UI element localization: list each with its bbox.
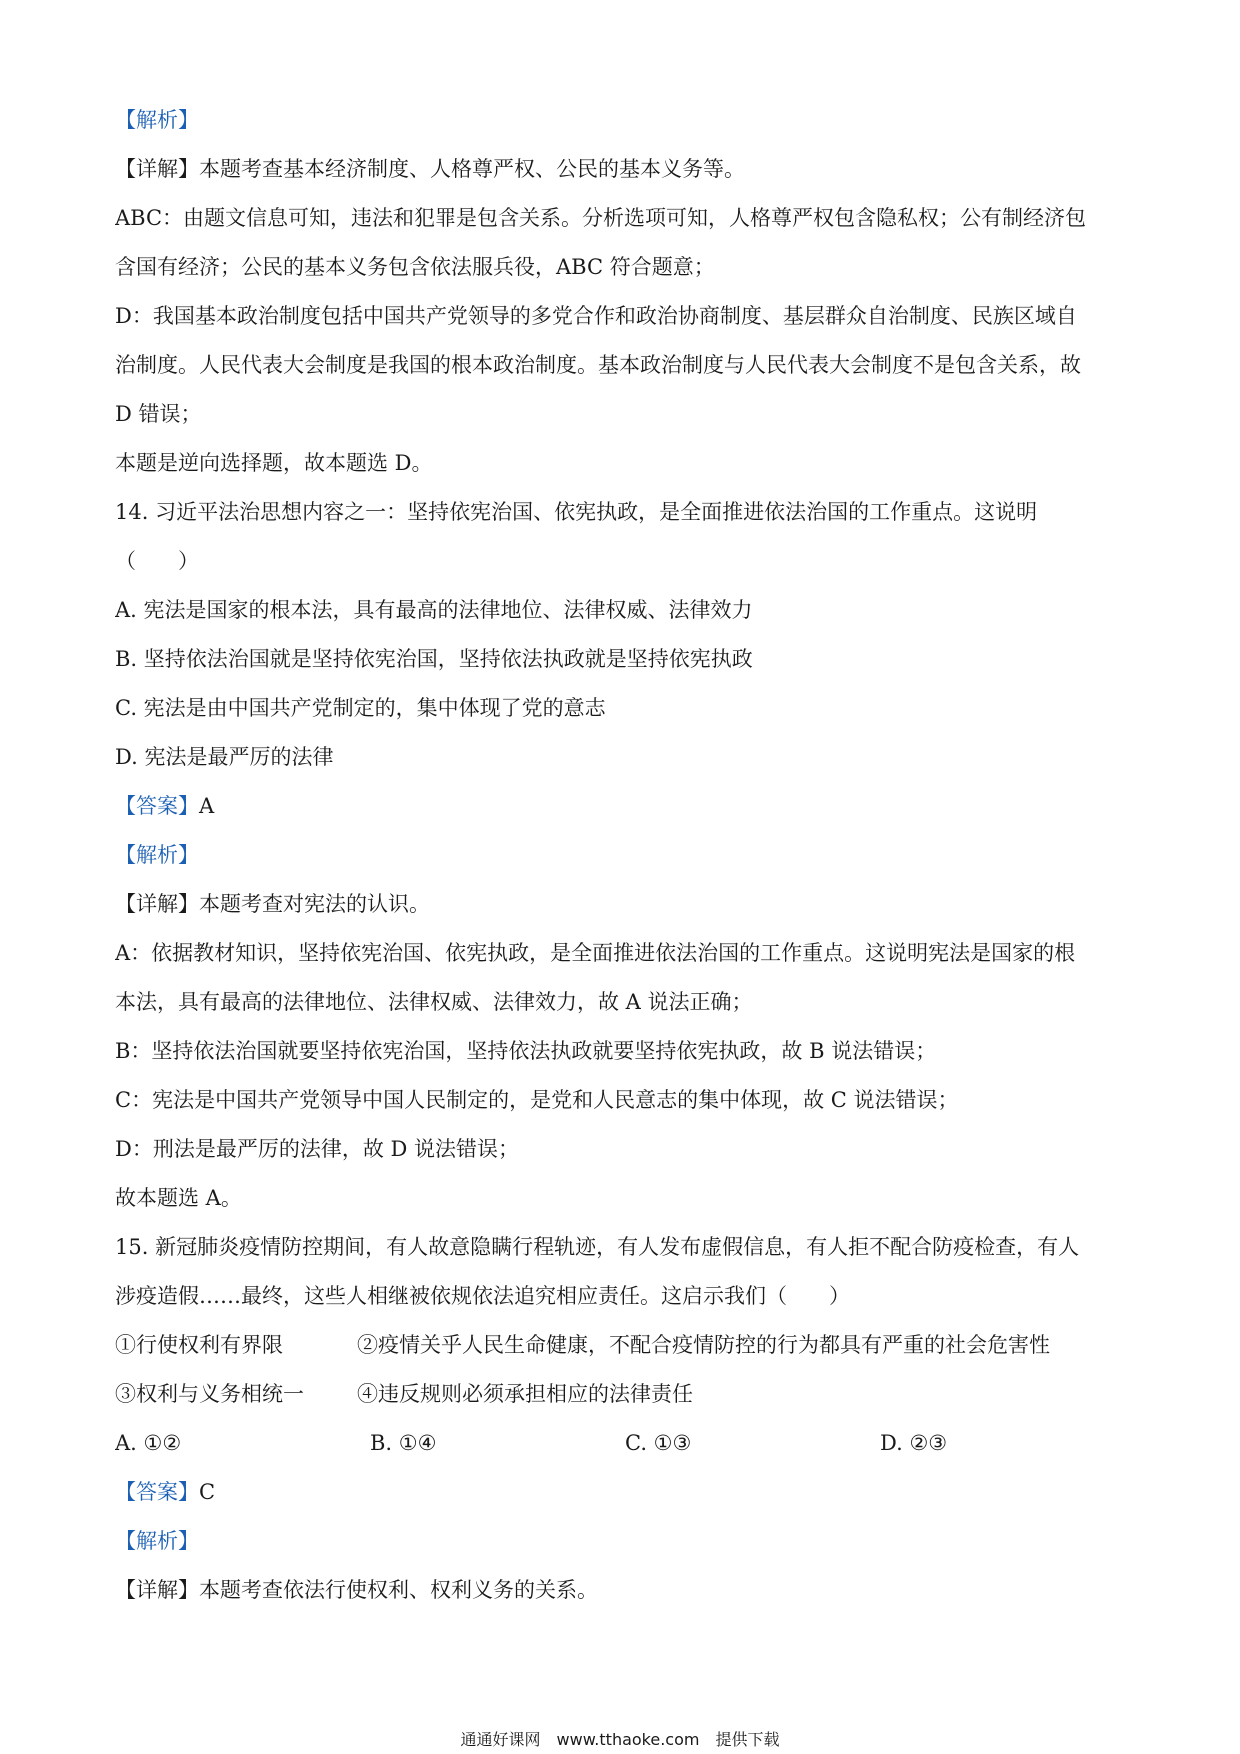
q14-option-c: C. 宪法是由中国共产党制定的，集中体现了党的意志 [115,696,606,720]
q14-b-line: B：坚持依法治国就要坚持依宪治国，坚持依法执政就要坚持依宪执政，故 B 说法错误； [115,1039,937,1063]
q14-a-line-1: A：依据教材知识，坚持依宪治国、依宪执政，是全面推进依法治国的工作重点。这说明宪法是国家的根 [115,941,1076,965]
q13-detail [115,145,1135,194]
option-c: C. ①③ [625,1431,692,1455]
q15-analysis-heading [115,1517,1135,1566]
q15-statements-row-1 [115,1321,1135,1370]
analysis-tag: 【解析】 [115,108,199,132]
q13-conclusion: 本题是逆向选择题，故本题选 D。 [115,451,433,475]
q15-stem-line-1: 15. 新冠肺炎疫情防控期间，有人故意隐瞒行程轨迹，有人发布虚假信息，有人拒不配合防疫检查，有人 [115,1235,1080,1259]
option-a: A. ①② [115,1431,182,1455]
q14-option-a: A. 宪法是国家的根本法，具有最高的法律地位、法律权威、法律效力 [115,598,753,622]
q13-d-line-1: D：我国基本政治制度包括中国共产党领导的多党合作和政治协商制度、基层群众自治制度、民族区域自 [115,304,1077,328]
statement-3: ③权利与义务相统一 [115,1382,304,1406]
detail-text: 本题考查基本经济制度、人格尊严权、公民的基本义务等。 [199,157,745,181]
answer-value: A [199,794,215,818]
q15-answer [115,1468,1135,1517]
q14-a-line-2: 本法，具有最高的法律地位、法律权威、法律效力，故 A 说法正确； [115,990,753,1014]
q15-statements-row-2 [115,1370,1135,1419]
answer-tag: 【答案】 [115,1480,199,1504]
q15-options [115,1419,1135,1468]
q14-analysis-heading [115,831,1135,880]
analysis-tag: 【解析】 [115,843,199,867]
q14-stem-line-1: 14. 习近平法治思想内容之一：坚持依宪治国、依宪执政，是全面推进依法治国的工作重点。这说明 [115,500,1038,524]
answer-value: C [199,1480,216,1504]
answer-tag: 【答案】 [115,794,199,818]
detail-tag: 【详解】 [115,892,199,916]
q13-analysis-heading [115,96,1135,145]
q13-abc-line-2: 含国有经济；公民的基本义务包含依法服兵役，ABC 符合题意； [115,255,715,279]
q14-d-line: D：刑法是最严厉的法律，故 D 说法错误； [115,1137,520,1161]
option-d: D. ②③ [880,1431,948,1455]
statement-1: ①行使权利有界限 [115,1333,283,1357]
statement-4: ④违反规则必须承担相应的法律责任 [357,1382,693,1406]
document-page [115,96,1135,1615]
q15-detail [115,1566,1135,1615]
page-footer: 通通好课网 www.tthaoke.com 提供下载 [460,1730,780,1749]
q14-stem-line-2: （ ） [115,549,199,573]
detail-tag: 【详解】 [115,1578,199,1602]
q14-answer [115,782,1135,831]
q14-option-d: D. 宪法是最严厉的法律 [115,745,334,769]
q15-stem-line-2: 涉疫造假……最终，这些人相继被依规依法追究相应责任。这启示我们（ ） [115,1284,850,1308]
statement-2: ②疫情关乎人民生命健康，不配合疫情防控的行为都具有严重的社会危害性 [357,1333,1050,1357]
detail-text: 本题考查依法行使权利、权利义务的关系。 [199,1578,598,1602]
q14-conclusion: 故本题选 A。 [115,1186,242,1210]
option-b: B. ①④ [370,1431,437,1455]
q14-detail [115,880,1135,929]
q13-d-line-3: D 错误； [115,402,202,426]
detail-text: 本题考查对宪法的认识。 [199,892,430,916]
q13-d-line-2: 治制度。人民代表大会制度是我国的根本政治制度。基本政治制度与人民代表大会制度不是包含关系，故 [115,353,1081,377]
analysis-tag: 【解析】 [115,1529,199,1553]
q14-option-b: B. 坚持依法治国就是坚持依宪治国，坚持依法执政就是坚持依宪执政 [115,647,753,671]
q14-c-line: C：宪法是中国共产党领导中国人民制定的，是党和人民意志的集中体现，故 C 说法错误； [115,1088,959,1112]
detail-tag: 【详解】 [115,157,199,181]
q13-abc-line-1: ABC：由题文信息可知，违法和犯罪是包含关系。分析选项可知，人格尊严权包含隐私权；公有制经济包 [115,206,1087,230]
